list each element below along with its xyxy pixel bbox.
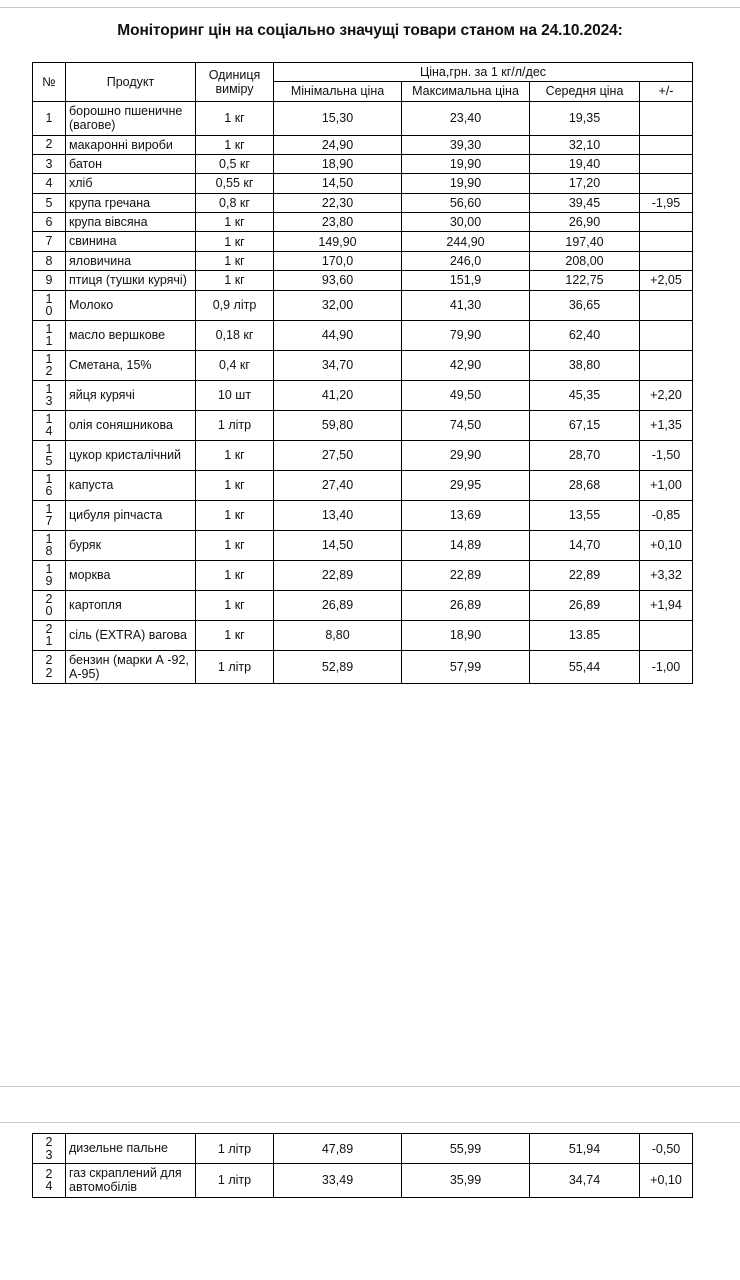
page-bottom-edge (0, 1266, 740, 1280)
cell-avg-price: 67,15 (530, 410, 640, 440)
cell-avg-price: 36,65 (530, 290, 640, 320)
cell-number: 1 3 (33, 380, 66, 410)
cell-max-price: 39,30 (402, 135, 530, 154)
cell-avg-price: 19,40 (530, 154, 640, 173)
cell-avg-price: 13,55 (530, 500, 640, 530)
cell-number: 2 0 (33, 590, 66, 620)
table-row (33, 410, 693, 440)
page-break-line-bottom (0, 1122, 740, 1123)
cell-unit: 1 кг (196, 271, 274, 290)
cell-diff (640, 350, 693, 380)
cell-max-price: 244,90 (402, 232, 530, 251)
cell-max-price: 19,90 (402, 174, 530, 193)
cell-max-price: 79,90 (402, 320, 530, 350)
cell-diff: +0,10 (640, 530, 693, 560)
cell-min-price: 27,40 (274, 470, 402, 500)
cell-product: яйця курячі (66, 380, 196, 410)
table-row (33, 101, 693, 135)
table-row (33, 290, 693, 320)
table-row (33, 232, 693, 251)
cell-diff (640, 101, 693, 135)
cell-number: 1 4 (33, 410, 66, 440)
table-row (33, 440, 693, 470)
cell-min-price: 59,80 (274, 410, 402, 440)
cell-number: 1 0 (33, 290, 66, 320)
cell-unit: 0,9 літр (196, 290, 274, 320)
cell-avg-price: 26,89 (530, 590, 640, 620)
cell-min-price: 24,90 (274, 135, 402, 154)
cell-unit: 0,18 кг (196, 320, 274, 350)
cell-max-price: 19,90 (402, 154, 530, 173)
cell-unit: 1 літр (196, 1134, 274, 1164)
cell-avg-price: 19,35 (530, 101, 640, 135)
cell-min-price: 14,50 (274, 530, 402, 560)
cell-unit: 0,4 кг (196, 350, 274, 380)
cell-max-price: 18,90 (402, 620, 530, 650)
cell-product: крупа гречана (66, 193, 196, 212)
cell-min-price: 27,50 (274, 440, 402, 470)
cell-diff: +2,20 (640, 380, 693, 410)
cell-avg-price: 208,00 (530, 251, 640, 270)
cell-max-price: 55,99 (402, 1134, 530, 1164)
cell-min-price: 149,90 (274, 232, 402, 251)
cell-max-price: 29,95 (402, 470, 530, 500)
table-row (33, 154, 693, 173)
cell-product: бензин (марки А -92, А-95) (66, 650, 196, 684)
cell-avg-price: 28,68 (530, 470, 640, 500)
cell-min-price: 26,89 (274, 590, 402, 620)
cell-unit: 0,55 кг (196, 174, 274, 193)
cell-unit: 1 кг (196, 251, 274, 270)
cell-max-price: 151,9 (402, 271, 530, 290)
header-min-price: Мінімальна ціна (274, 82, 402, 101)
price-table-part-2 (32, 1133, 692, 1198)
cell-avg-price: 22,89 (530, 560, 640, 590)
cell-diff: -1,00 (640, 650, 693, 684)
cell-diff: -1,95 (640, 193, 693, 212)
cell-number: 1 9 (33, 560, 66, 590)
cell-diff: +1,35 (640, 410, 693, 440)
cell-avg-price: 14,70 (530, 530, 640, 560)
cell-product: цибуля ріпчаста (66, 500, 196, 530)
cell-min-price: 52,89 (274, 650, 402, 684)
cell-unit: 1 кг (196, 232, 274, 251)
page-break-gap (0, 1085, 740, 1123)
cell-diff: +3,32 (640, 560, 693, 590)
cell-number: 1 (33, 101, 66, 135)
price-table-continued (32, 1133, 693, 1198)
table-row (33, 380, 693, 410)
cell-diff: +0,10 (640, 1164, 693, 1198)
cell-product: Сметана, 15% (66, 350, 196, 380)
table-header (33, 63, 693, 102)
cell-unit: 1 кг (196, 560, 274, 590)
cell-product: Молоко (66, 290, 196, 320)
cell-unit: 1 літр (196, 1164, 274, 1198)
cell-product: крупа вівсяна (66, 213, 196, 232)
cell-min-price: 14,50 (274, 174, 402, 193)
header-max-price: Максимальна ціна (402, 82, 530, 101)
table-row (33, 1134, 693, 1164)
cell-max-price: 29,90 (402, 440, 530, 470)
cell-diff: +2,05 (640, 271, 693, 290)
cell-max-price: 35,99 (402, 1164, 530, 1198)
table-body-continued (33, 1134, 693, 1198)
cell-avg-price: 34,74 (530, 1164, 640, 1198)
price-table (32, 62, 693, 684)
cell-unit: 1 кг (196, 620, 274, 650)
table-row (33, 350, 693, 380)
cell-avg-price: 197,40 (530, 232, 640, 251)
cell-product: сіль (EXTRA) вагова (66, 620, 196, 650)
table-body (33, 101, 693, 684)
cell-min-price: 170,0 (274, 251, 402, 270)
cell-product: буряк (66, 530, 196, 560)
table-row (33, 174, 693, 193)
cell-min-price: 8,80 (274, 620, 402, 650)
cell-avg-price: 32,10 (530, 135, 640, 154)
cell-product: птиця (тушки курячі) (66, 271, 196, 290)
cell-diff (640, 251, 693, 270)
cell-avg-price: 122,75 (530, 271, 640, 290)
cell-diff (640, 213, 693, 232)
cell-min-price: 33,49 (274, 1164, 402, 1198)
cell-product: газ скраплений для автомобілів (66, 1164, 196, 1198)
table-row (33, 560, 693, 590)
cell-avg-price: 26,90 (530, 213, 640, 232)
cell-diff: -0,85 (640, 500, 693, 530)
cell-max-price: 56,60 (402, 193, 530, 212)
cell-max-price: 49,50 (402, 380, 530, 410)
table-row (33, 135, 693, 154)
cell-min-price: 44,90 (274, 320, 402, 350)
cell-min-price: 93,60 (274, 271, 402, 290)
cell-number: 2 1 (33, 620, 66, 650)
cell-number: 1 6 (33, 470, 66, 500)
cell-avg-price: 45,35 (530, 380, 640, 410)
cell-number: 9 (33, 271, 66, 290)
cell-max-price: 42,90 (402, 350, 530, 380)
cell-min-price: 23,80 (274, 213, 402, 232)
cell-unit: 1 кг (196, 500, 274, 530)
cell-number: 2 3 (33, 1134, 66, 1164)
cell-diff: -1,50 (640, 440, 693, 470)
table-row (33, 193, 693, 212)
cell-max-price: 14,89 (402, 530, 530, 560)
cell-avg-price: 62,40 (530, 320, 640, 350)
cell-avg-price: 13.85 (530, 620, 640, 650)
cell-diff (640, 320, 693, 350)
cell-max-price: 30,00 (402, 213, 530, 232)
cell-max-price: 246,0 (402, 251, 530, 270)
cell-min-price: 47,89 (274, 1134, 402, 1164)
cell-diff (640, 232, 693, 251)
cell-avg-price: 51,94 (530, 1134, 640, 1164)
cell-diff (640, 135, 693, 154)
cell-product: масло вершкове (66, 320, 196, 350)
cell-avg-price: 55,44 (530, 650, 640, 684)
cell-number: 5 (33, 193, 66, 212)
table-row (33, 320, 693, 350)
cell-unit: 1 кг (196, 440, 274, 470)
cell-max-price: 57,99 (402, 650, 530, 684)
cell-unit: 1 кг (196, 101, 274, 135)
header-product: Продукт (66, 63, 196, 102)
cell-product: дизельне пальне (66, 1134, 196, 1164)
cell-number: 1 7 (33, 500, 66, 530)
cell-diff: -0,50 (640, 1134, 693, 1164)
cell-number: 2 2 (33, 650, 66, 684)
cell-max-price: 74,50 (402, 410, 530, 440)
cell-min-price: 22,30 (274, 193, 402, 212)
cell-max-price: 13,69 (402, 500, 530, 530)
cell-max-price: 22,89 (402, 560, 530, 590)
cell-unit: 1 кг (196, 213, 274, 232)
cell-product: цукор кристалічний (66, 440, 196, 470)
cell-product: морква (66, 560, 196, 590)
page-top-edge (0, 0, 740, 8)
cell-unit: 1 кг (196, 135, 274, 154)
cell-unit: 1 літр (196, 650, 274, 684)
table-row (33, 620, 693, 650)
cell-min-price: 18,90 (274, 154, 402, 173)
cell-number: 6 (33, 213, 66, 232)
cell-max-price: 26,89 (402, 590, 530, 620)
cell-diff (640, 290, 693, 320)
cell-avg-price: 39,45 (530, 193, 640, 212)
cell-min-price: 41,20 (274, 380, 402, 410)
cell-unit: 1 кг (196, 590, 274, 620)
header-number: № (33, 63, 66, 102)
header-avg-price: Середня ціна (530, 82, 640, 101)
cell-max-price: 41,30 (402, 290, 530, 320)
cell-number: 4 (33, 174, 66, 193)
price-table-part-1 (32, 62, 692, 684)
cell-max-price: 23,40 (402, 101, 530, 135)
header-price-group: Ціна,грн. за 1 кг/л/дес (274, 63, 693, 82)
cell-diff (640, 154, 693, 173)
cell-diff (640, 174, 693, 193)
table-row (33, 213, 693, 232)
cell-unit: 0,8 кг (196, 193, 274, 212)
cell-number: 1 8 (33, 530, 66, 560)
table-row (33, 500, 693, 530)
page-title: Моніторинг цін на соціально значущі товари станом на 24.10.2024: (117, 22, 623, 39)
cell-product: капуста (66, 470, 196, 500)
cell-unit: 1 кг (196, 470, 274, 500)
cell-number: 7 (33, 232, 66, 251)
table-header-row-1 (33, 63, 693, 82)
cell-number: 2 (33, 135, 66, 154)
cell-number: 1 5 (33, 440, 66, 470)
cell-product: хліб (66, 174, 196, 193)
cell-unit: 1 кг (196, 530, 274, 560)
cell-avg-price: 28,70 (530, 440, 640, 470)
table-row (33, 530, 693, 560)
table-row (33, 650, 693, 684)
header-unit: Одиниця виміру (196, 63, 274, 102)
cell-min-price: 34,70 (274, 350, 402, 380)
table-row (33, 590, 693, 620)
cell-diff: +1,00 (640, 470, 693, 500)
cell-product: яловичина (66, 251, 196, 270)
cell-number: 8 (33, 251, 66, 270)
cell-product: макаронні вироби (66, 135, 196, 154)
cell-product: олія соняшникова (66, 410, 196, 440)
cell-avg-price: 38,80 (530, 350, 640, 380)
cell-number: 1 1 (33, 320, 66, 350)
cell-min-price: 15,30 (274, 101, 402, 135)
cell-number: 1 2 (33, 350, 66, 380)
table-row (33, 1164, 693, 1198)
cell-product: борошно пшеничне (вагове) (66, 101, 196, 135)
cell-number: 3 (33, 154, 66, 173)
cell-number: 2 4 (33, 1164, 66, 1198)
cell-product: картопля (66, 590, 196, 620)
cell-diff: +1,94 (640, 590, 693, 620)
cell-unit: 1 літр (196, 410, 274, 440)
cell-avg-price: 17,20 (530, 174, 640, 193)
table-row (33, 470, 693, 500)
header-diff: +/- (640, 82, 693, 101)
cell-diff (640, 620, 693, 650)
cell-unit: 10 шт (196, 380, 274, 410)
cell-min-price: 32,00 (274, 290, 402, 320)
cell-unit: 0,5 кг (196, 154, 274, 173)
cell-min-price: 22,89 (274, 560, 402, 590)
page-break-line-top (0, 1086, 740, 1087)
table-row (33, 271, 693, 290)
cell-min-price: 13,40 (274, 500, 402, 530)
table-row (33, 251, 693, 270)
cell-product: батон (66, 154, 196, 173)
cell-product: свинина (66, 232, 196, 251)
